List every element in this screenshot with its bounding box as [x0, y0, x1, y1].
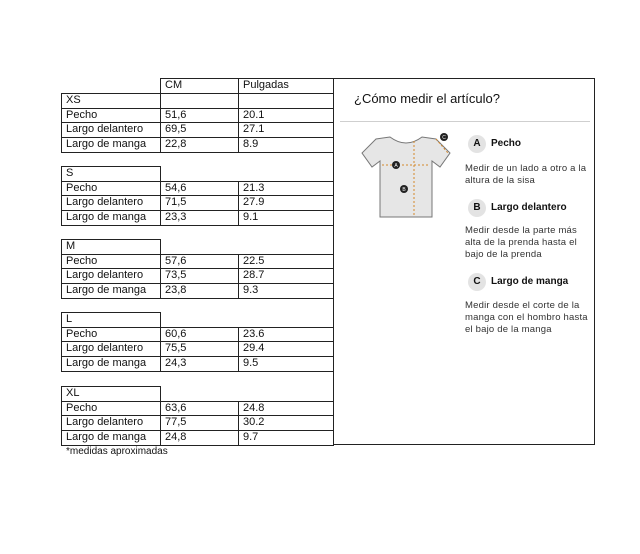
inch-value: 24.8 [238, 401, 334, 417]
size-label: S [61, 166, 161, 182]
measure-guide [333, 78, 595, 445]
inch-value: 20.1 [238, 108, 334, 124]
row-label: Largo de manga [61, 356, 161, 372]
empty-cell [238, 93, 334, 109]
cm-value: 63,6 [160, 401, 239, 417]
size-label: M [61, 239, 161, 255]
approx-note: *medidas aproximadas [66, 446, 168, 457]
cm-value: 60,6 [160, 327, 239, 343]
size-label: XL [61, 386, 161, 402]
inch-value: 9.7 [238, 430, 334, 446]
row-label: Pecho [61, 327, 161, 343]
badge-c: C [468, 273, 486, 291]
guide-title: ¿Cómo medir el artículo? [354, 91, 500, 106]
cm-value: 51,6 [160, 108, 239, 124]
inch-value: 9.1 [238, 210, 334, 226]
size-label: L [61, 312, 161, 328]
inch-value: 8.9 [238, 137, 334, 153]
badge-b: B [468, 199, 486, 217]
size-label: XS [61, 93, 161, 109]
cm-value: 57,6 [160, 254, 239, 270]
inch-value: 30.2 [238, 415, 334, 431]
cm-value: 54,6 [160, 181, 239, 197]
marker-b-label: B [402, 187, 406, 193]
cm-value: 75,5 [160, 341, 239, 357]
inch-value: 22.5 [238, 254, 334, 270]
inch-value: 23.6 [238, 327, 334, 343]
row-label: Largo de manga [61, 137, 161, 153]
inch-value: 28.7 [238, 268, 334, 284]
cm-value: 24,3 [160, 356, 239, 372]
header-cm: CM [160, 78, 239, 94]
badge-a: A [468, 135, 486, 153]
inch-value: 9.5 [238, 356, 334, 372]
row-label: Largo delantero [61, 122, 161, 138]
cm-value: 22,8 [160, 137, 239, 153]
cm-value: 24,8 [160, 430, 239, 446]
header-pulgadas: Pulgadas [238, 78, 334, 94]
tshirt-icon [356, 129, 456, 224]
row-label: Largo delantero [61, 195, 161, 211]
desc-pecho: Medir de un lado a otro a la altura de la sisa [465, 163, 587, 186]
row-label: Pecho [61, 254, 161, 270]
inch-value: 21.3 [238, 181, 334, 197]
row-label: Largo delantero [61, 415, 161, 431]
row-label: Pecho [61, 181, 161, 197]
row-label: Pecho [61, 401, 161, 417]
row-label: Largo de manga [61, 283, 161, 299]
cm-value: 69,5 [160, 122, 239, 138]
row-label: Pecho [61, 108, 161, 124]
row-label: Largo delantero [61, 341, 161, 357]
empty-cell [160, 93, 239, 109]
cm-value: 23,3 [160, 210, 239, 226]
inch-value: 27.1 [238, 122, 334, 138]
row-label: Largo de manga [61, 210, 161, 226]
marker-c-label: C [442, 135, 446, 141]
label-largo-delantero: Largo delantero [491, 202, 567, 213]
inch-value: 9.3 [238, 283, 334, 299]
cm-value: 73,5 [160, 268, 239, 284]
inch-value: 29.4 [238, 341, 334, 357]
cm-value: 23,8 [160, 283, 239, 299]
marker-a-label: A [394, 163, 398, 169]
desc-largo-delantero: Medir desde la parte más alta de la prenda hasta el bajo de la prenda [465, 225, 577, 260]
row-label: Largo delantero [61, 268, 161, 284]
inch-value: 27.9 [238, 195, 334, 211]
cm-value: 71,5 [160, 195, 239, 211]
cm-value: 77,5 [160, 415, 239, 431]
guide-divider [340, 121, 590, 122]
row-label: Largo de manga [61, 430, 161, 446]
label-pecho: Pecho [491, 138, 522, 149]
desc-largo-manga: Medir desde el corte de la manga con el hombro hasta el bajo de la manga [465, 300, 588, 335]
label-largo-manga: Largo de manga [491, 276, 569, 287]
